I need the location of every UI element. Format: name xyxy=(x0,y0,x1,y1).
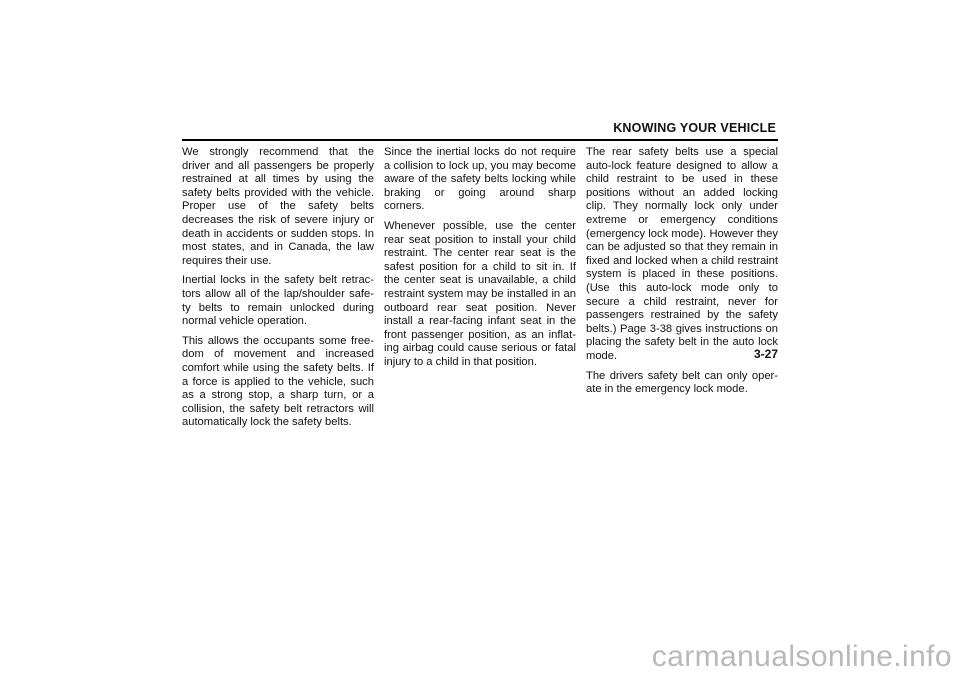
paragraph: The drivers safety belt can only oper-ate in the emergency lock mode. xyxy=(586,369,778,396)
paragraph: This allows the occupants some free-dom of movement and increased comfort while using the safety belts. If a force is applied to the vehicle, such as a strong stop, a sharp turn, or a collision, the safety belt retractors will automatically lock the safety belts. xyxy=(182,334,374,429)
watermark-text: carmanualsonline.info xyxy=(651,640,952,673)
section-header-title: KNOWING YOUR VEHICLE xyxy=(613,121,776,135)
paragraph: We strongly recommend that the driver and all passengers be properly restrained at all times by using the safety belts provided with the vehicle. Proper use of the safety belts decreases the risk of severe injury or death in accidents or sudden stops. In most states, and in Canada, the law requires their use. xyxy=(182,146,374,267)
page-number: 3-27 xyxy=(753,347,778,361)
text-column-1 xyxy=(182,146,374,436)
paragraph: The rear safety belts use a special auto-lock feature designed to allow a child restraint to be used in these positions without an added locking clip. They normally lock only under extreme or emergency conditions (emergency lock mode). However they can be adjusted so that they remain in fixed and locked when a child restraint system is placed in these positions. (Use this auto-lock mode only to secure a child restraint, never for passengers restrained by the safety belts.) Page 3-38 gives instructions on placing the safety belt in the auto lock mode. xyxy=(586,146,778,362)
text-column-2 xyxy=(384,146,576,376)
text-column-3 xyxy=(586,146,778,403)
paragraph: Since the inertial locks do not require a collision to lock up, you may become aware of the safety belts locking while braking or going around sharp corners. xyxy=(384,146,576,213)
paragraph: Inertial locks in the safety belt retrac-tors allow all of the lap/shoulder safe-ty belts to remain unlocked during normal vehicle operation. xyxy=(182,274,374,328)
paragraph: Whenever possible, use the center rear seat position to install your child restraint. The center rear seat is the safest position for a child to sit in. If the center seat is unavailable, a child restraint system may be installed in an outboard rear seat position. Never install a rear-facing infant seat in the front passenger position, as an inflat-ing airbag could cause serious or fatal injury to a child in that position. xyxy=(384,219,576,368)
header-divider xyxy=(182,139,778,141)
